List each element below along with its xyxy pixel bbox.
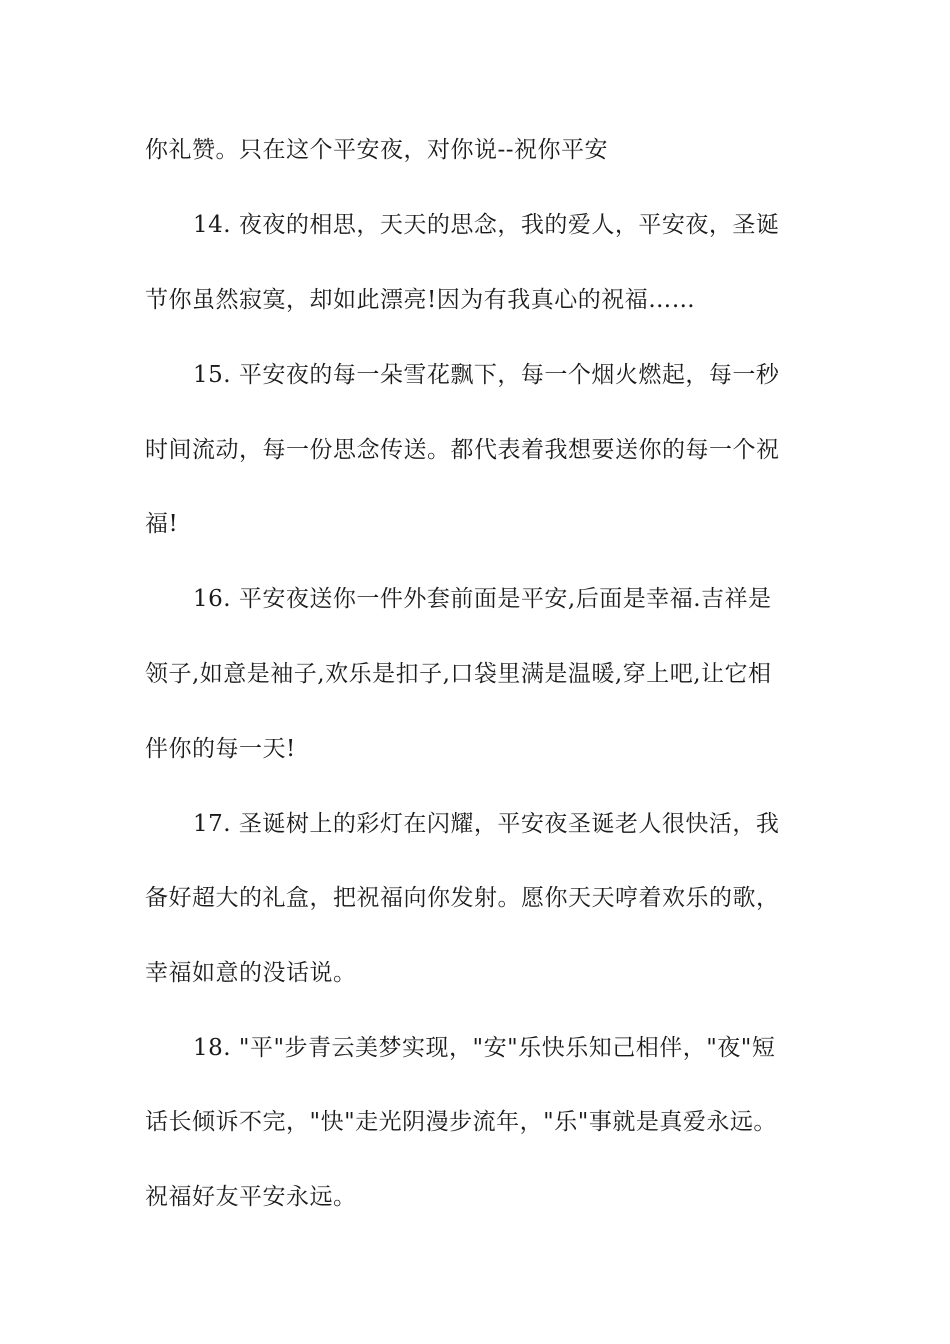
text-line: 福!	[145, 511, 179, 537]
text-line: 领子,如意是袖子,欢乐是扣子,口袋里满是温暖,穿上吧,让它相	[145, 661, 772, 687]
text-line: 节你虽然寂寞，却如此漂亮!因为有我真心的祝福……	[145, 287, 696, 313]
text-line: 17. 圣诞树上的彩灯在闪耀，平安夜圣诞老人很快活，我	[193, 811, 780, 837]
text-line: 16. 平安夜送你一件外套前面是平安,后面是幸福.吉祥是	[193, 586, 772, 612]
text-line: 时间流动，每一份思念传送。都代表着我想要送你的每一个祝	[145, 437, 780, 463]
text-line: 18. "平"步青云美梦实现，"安"乐快乐知己相伴，"夜"短	[193, 1035, 776, 1061]
text-line: 15. 平安夜的每一朵雪花飘下，每一个烟火燃起，每一秒	[193, 362, 780, 388]
text-line: 伴你的每一天!	[145, 736, 296, 762]
text-line: 祝福好友平安永远。	[145, 1184, 357, 1210]
text-line: 你礼赞。只在这个平安夜，对你说--祝你平安	[145, 137, 609, 163]
text-line: 备好超大的礼盒，把祝福向你发射。愿你天天哼着欢乐的歌，	[145, 885, 780, 911]
text-line: 幸福如意的没话说。	[145, 960, 357, 986]
text-line: 14. 夜夜的相思，天天的思念，我的爱人，平安夜，圣诞	[193, 212, 780, 238]
text-line: 话长倾诉不完，"快"走光阴漫步流年，"乐"事就是真爱永远。	[145, 1109, 777, 1135]
